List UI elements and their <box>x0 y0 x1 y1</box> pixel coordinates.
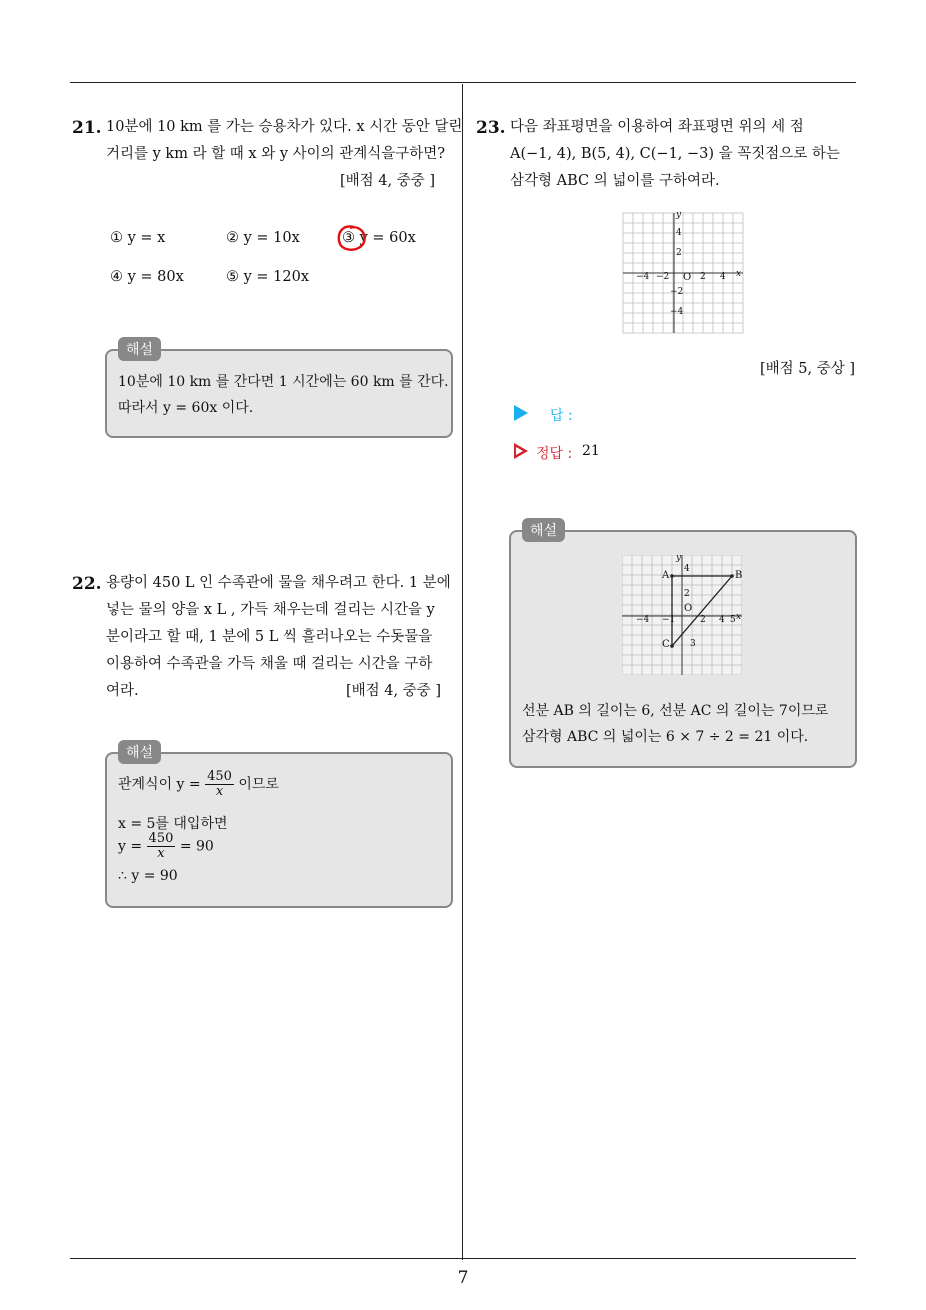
q21-score: [배점 4, 중중 ] <box>340 173 436 189</box>
q22-explanation-line3 <box>118 832 214 861</box>
grid2-tick: 2 <box>684 589 690 599</box>
q22-exp-fraction-2 <box>147 832 176 861</box>
grid1-ytick: −2 <box>670 287 684 297</box>
q23-line2: A(−1, 4), B(5, 4), C(−1, −3) 을 꼭짓점으로 하는 <box>510 146 840 162</box>
grid1-ytick: 2 <box>676 248 682 258</box>
q22-explanation-line2: x = 5를 대입하면 <box>118 816 228 832</box>
q21-choice-2[interactable]: ② y = 10x <box>226 230 300 246</box>
q22-exp-frac-num: 450 <box>207 769 232 784</box>
q21-line1: 10분에 10 km 를 가는 승용차가 있다. x 시간 동안 달린 <box>106 119 463 135</box>
q22-explanation-line1 <box>118 770 279 799</box>
q22-line5: 여라. <box>106 683 139 699</box>
q22-score: [배점 4, 중중 ] <box>346 683 442 699</box>
grid1-xtick: 2 <box>700 272 706 282</box>
q21-choice-5[interactable]: ⑤ y = 120x <box>226 269 310 285</box>
grid1-xtick: −2 <box>656 272 670 282</box>
q22-exp-line1-post: 이므로 <box>238 776 279 793</box>
q22-exp-frac2-den: x <box>157 846 165 861</box>
grid1-ytick: −4 <box>670 307 684 317</box>
q22-exp-line3-pre: y = <box>118 838 143 855</box>
q21-choice-4[interactable]: ④ y = 80x <box>110 269 184 285</box>
grid2-tick: −4 <box>636 615 650 625</box>
grid2-tick: 3 <box>690 639 696 649</box>
q22-explanation-line4: ∴ y = 90 <box>118 868 178 884</box>
play-arrow-icon <box>514 405 528 421</box>
grid2-tick: −1 <box>662 615 676 625</box>
q23-answer-label: 답 : <box>550 408 573 424</box>
q22-exp-frac-den: x <box>215 784 224 799</box>
q22-exp-line3-post: = 90 <box>179 838 214 855</box>
q21-explanation-line1: 10분에 10 km 를 간다면 1 시간에는 60 km 를 간다. <box>118 374 449 390</box>
q22-explanation-tag: 해설 <box>118 740 161 764</box>
grid2-tick: 4 <box>684 564 690 574</box>
grid2-tick: 2 <box>700 615 706 625</box>
page-number: 7 <box>457 1268 469 1288</box>
q23-explanation-line1: 선분 AB 의 길이는 6, 선분 AC 의 길이는 7이므로 <box>522 703 829 719</box>
q21-number: 21. <box>72 118 102 138</box>
q23-correct-label: 정답 : <box>536 446 573 462</box>
q22-line1: 용량이 450 L 인 수족관에 물을 채우려고 한다. 1 분에 <box>106 575 451 591</box>
q22-exp-line1-pre: 관계식이 y = <box>118 776 201 793</box>
q23-number: 23. <box>476 118 506 138</box>
q23-explanation-line2: 삼각형 ABC 의 넓이는 6 × 7 ÷ 2 = 21 이다. <box>522 729 809 745</box>
grid1-y-label: y <box>676 210 682 220</box>
q23-explanation-tag: 해설 <box>522 518 565 542</box>
q22-line2: 넣는 물의 양을 x L , 가득 채우는데 걸리는 시간을 y <box>106 602 435 618</box>
column-divider <box>462 84 463 1260</box>
grid2-tick: 4 <box>719 615 725 625</box>
outline-arrow-inner <box>516 447 523 455</box>
grid2-x-label: x <box>736 612 742 622</box>
point-c-label: C <box>662 639 670 650</box>
q21-explanation-tag: 해설 <box>118 337 161 361</box>
q23-correct-value: 21 <box>582 443 600 459</box>
grid1-xtick: −4 <box>636 272 650 282</box>
q22-exp-fraction <box>205 770 234 799</box>
q22-number: 22. <box>72 574 102 594</box>
q21-choice-1[interactable]: ① y = x <box>110 230 166 246</box>
grid2-origin: O <box>684 603 693 614</box>
q21-choice-3[interactable]: ③ y = 60x <box>342 230 416 246</box>
q22-line3: 분이라고 할 때, 1 분에 5 L 씩 흘러나오는 수돗물을 <box>106 629 433 645</box>
grid1-origin: O <box>683 272 692 283</box>
point-a-label: A <box>662 570 670 581</box>
grid1-ytick: 4 <box>676 228 682 238</box>
q21-line2: 거리를 y km 라 할 때 x 와 y 사이의 관계식을구하면? <box>106 146 446 162</box>
point-b-label: B <box>735 570 743 581</box>
q22-line4: 이용하여 수족관을 가득 채울 때 걸리는 시간을 구하 <box>106 656 433 672</box>
grid2-y-label: y <box>676 553 682 563</box>
top-rule <box>70 82 856 83</box>
q21-explanation-line2: 따라서 y = 60x 이다. <box>118 400 254 416</box>
bottom-rule <box>70 1258 856 1259</box>
q22-exp-frac2-num: 450 <box>148 831 174 846</box>
grid1-x-label: x <box>736 269 742 279</box>
grid2-tick: 5 <box>730 615 736 625</box>
q23-line1: 다음 좌표평면을 이용하여 좌표평면 위의 세 점 <box>510 119 804 135</box>
q23-score: [배점 5, 중상 ] <box>760 361 856 377</box>
grid1-xtick: 4 <box>720 272 726 282</box>
selected-answer-circle-icon <box>334 222 368 254</box>
q23-line3: 삼각형 ABC 의 넓이를 구하여라. <box>510 173 720 189</box>
